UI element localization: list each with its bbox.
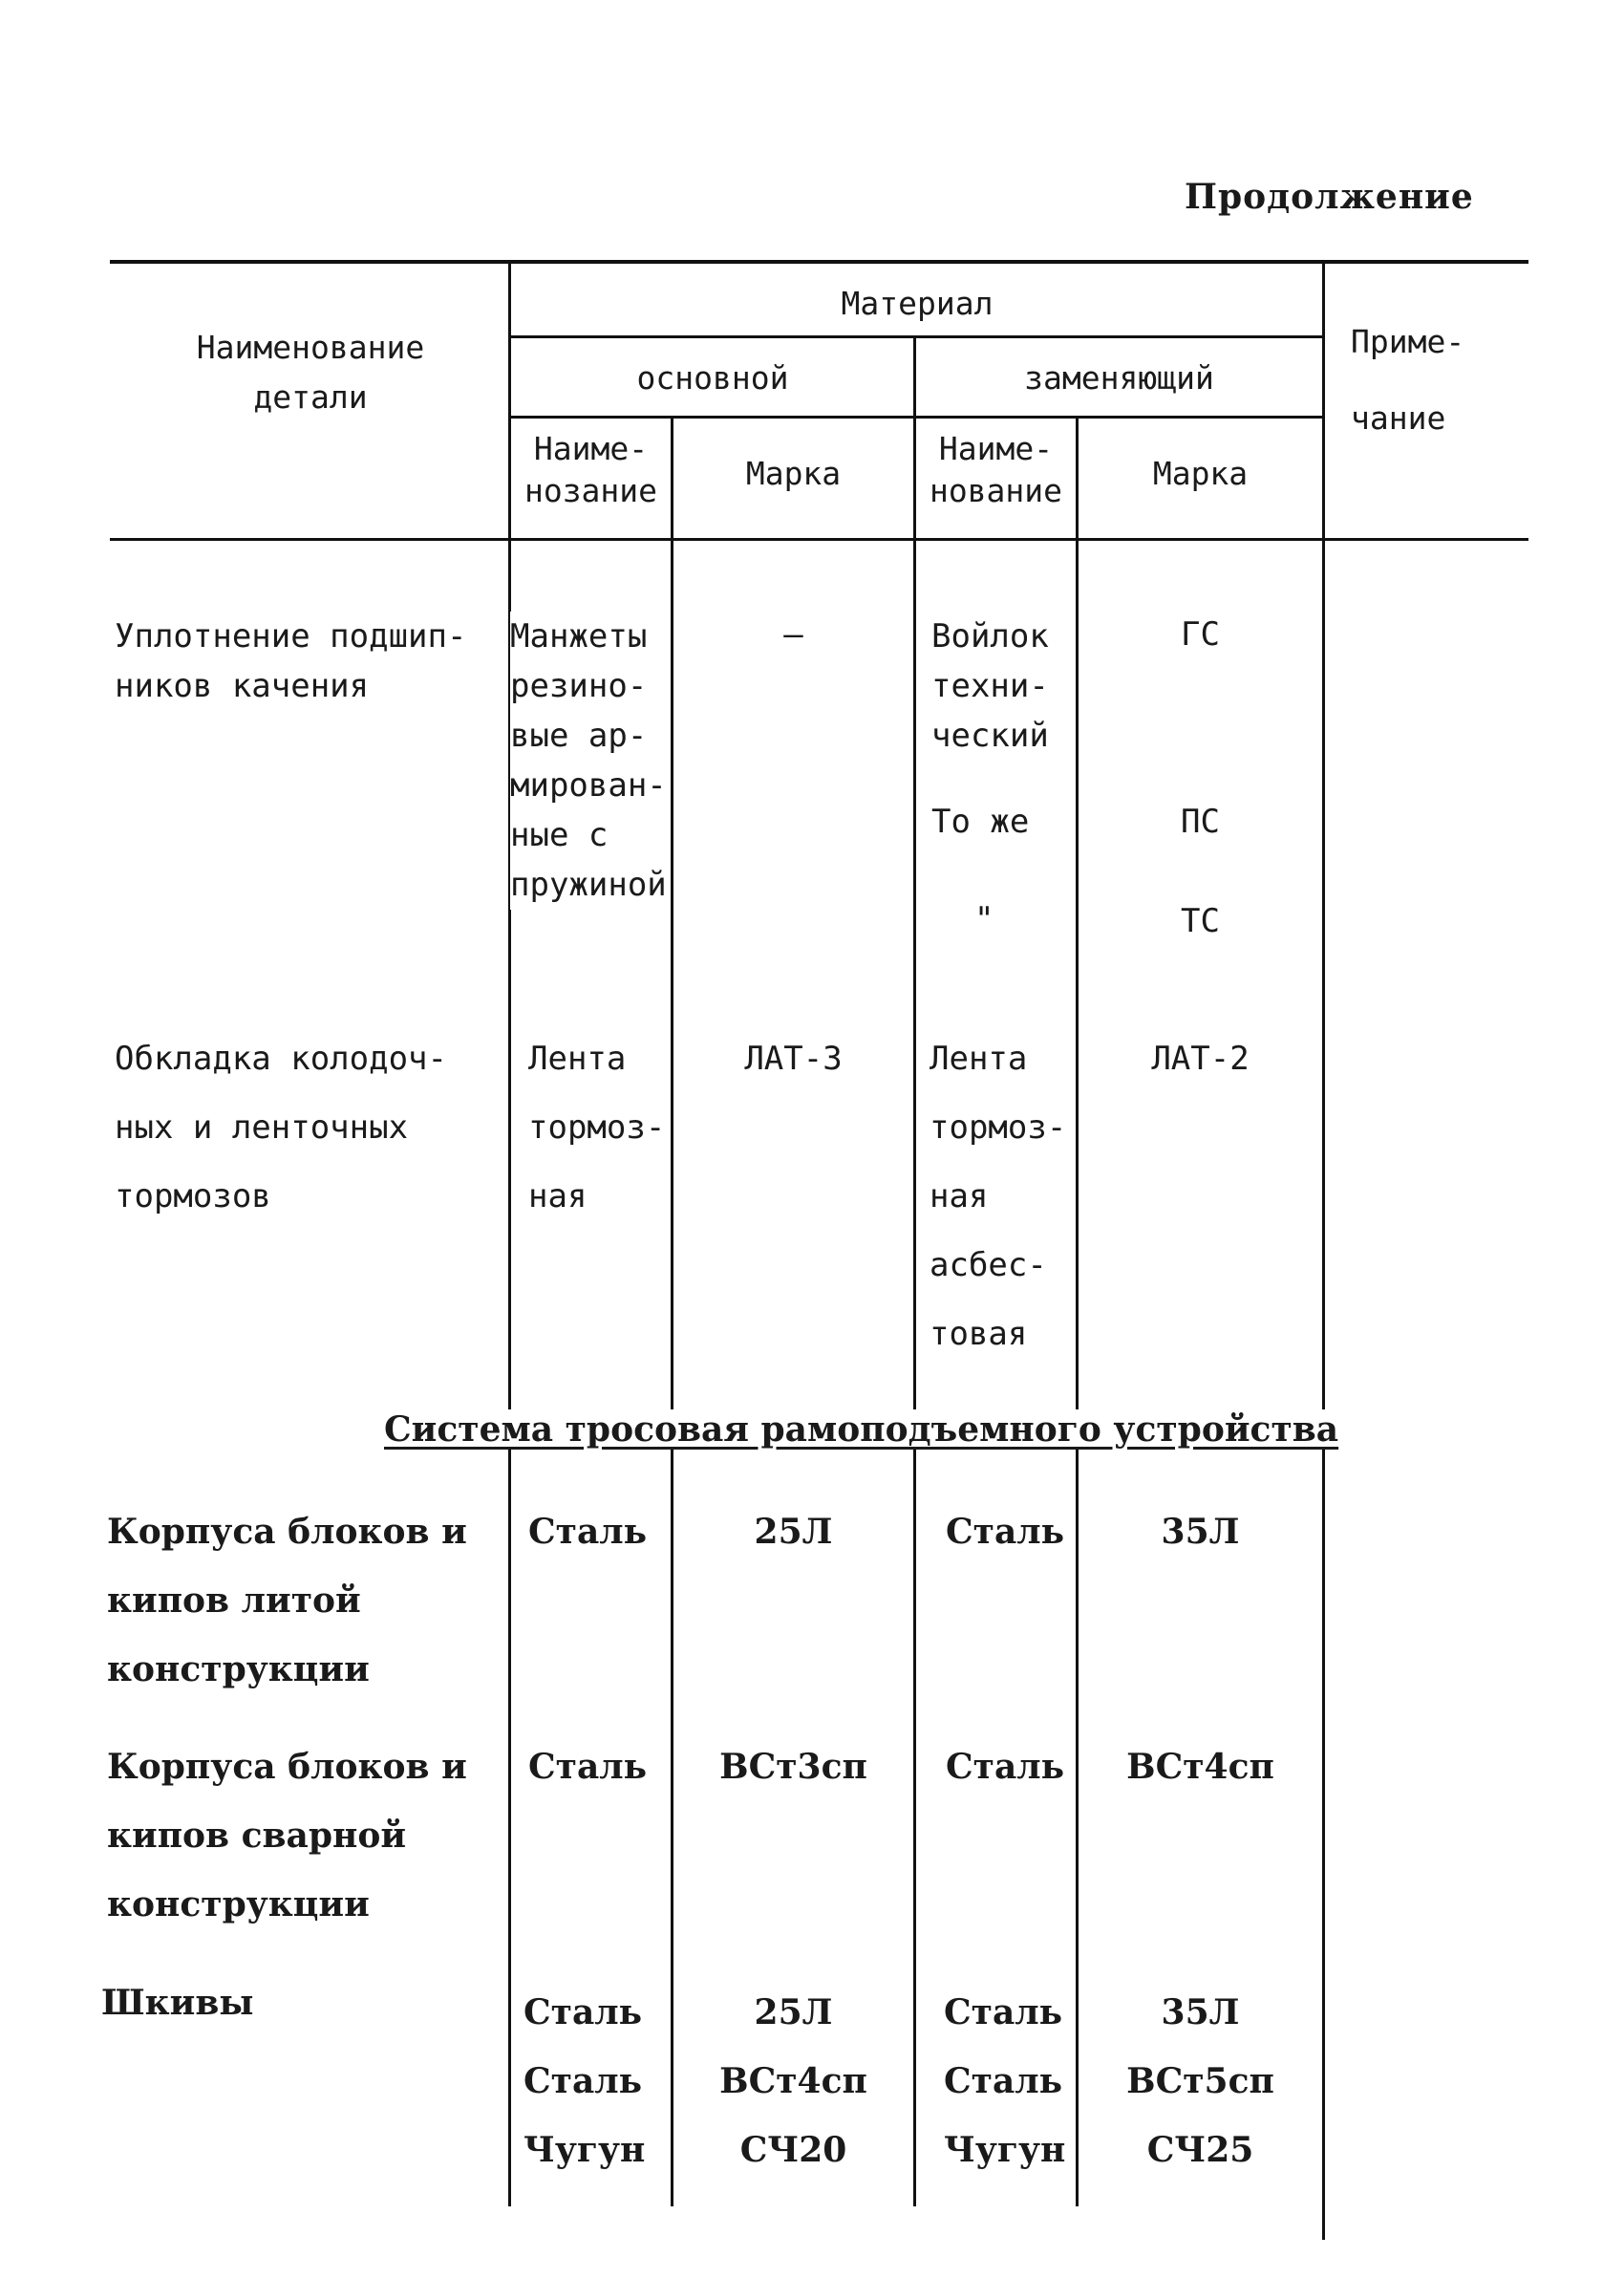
row1-sub-name-3: " — [974, 900, 994, 938]
header-name-sub: Наиме- нование — [929, 430, 1063, 509]
header-rule-material — [509, 335, 1323, 338]
header-name-main: Наиме- нозание — [524, 430, 658, 509]
section-row2-sub-name: Сталь — [946, 1747, 1065, 1787]
section-row3-main-grade: 25Л ВСт4сп СЧ20 — [719, 1992, 867, 2170]
section-row3-sub-grade: 35Л ВСт5сп СЧ25 — [1126, 1992, 1274, 2170]
section-row3-main-name: Сталь Сталь Чугун — [524, 1992, 646, 2170]
header-grade-main: Марка — [745, 455, 842, 492]
section-row3-detail: Шкивы — [101, 1983, 254, 2023]
row1-main-grade: – — [783, 615, 803, 654]
header-detail-name: Наименование детали — [196, 329, 425, 416]
section-row1-detail: Корпуса блоков и кипов литой конструкции — [107, 1512, 467, 1689]
section-row2-sub-grade: ВСт4сп — [1126, 1747, 1274, 1787]
section-row2-detail: Корпуса блоков и кипов сварной конструкции — [107, 1747, 467, 1924]
section-row1-main-grade: 25Л — [754, 1512, 833, 1552]
row1-sub-grade-2: ПС — [1181, 803, 1220, 841]
header-material: Материал — [841, 285, 994, 322]
column-divider-2 — [671, 418, 673, 2206]
row2-main-grade: ЛАТ-3 — [744, 1040, 843, 1078]
row2-sub-grade: ЛАТ-2 — [1151, 1040, 1250, 1078]
row2-sub-name: Лента тормоз- ная асбес- товая — [930, 1040, 1067, 1353]
header-bottom-rule — [110, 538, 1528, 541]
row1-sub-name-2: То же — [931, 803, 1030, 841]
section-row1-sub-grade: 35Л — [1161, 1512, 1240, 1552]
row1-detail: Уплотнение подшип- ников качения — [115, 617, 467, 705]
continued-label: Продолжение — [1185, 177, 1474, 217]
header-rule-main-sub — [509, 416, 1323, 419]
row1-sub-grade-3: ТС — [1181, 902, 1220, 940]
header-note: Приме- чание — [1351, 323, 1465, 437]
section-row2-main-grade: ВСт3сп — [719, 1747, 867, 1787]
column-divider-3 — [913, 336, 916, 2206]
row1-main-name: Манжеты резино- вые ар- мирован- ные с пружиной — [510, 612, 667, 910]
row1-sub-name: Войлок техни- ческий — [931, 617, 1049, 755]
row1-sub-grade: ГС — [1181, 615, 1220, 654]
header-substitute: заменяющий — [1024, 359, 1214, 397]
section-row2-main-name: Сталь — [528, 1747, 648, 1787]
column-divider-1 — [508, 262, 511, 2206]
section-title: Система тросовая рамоподъемного устройства — [380, 1409, 1342, 1450]
section-row1-main-name: Сталь — [528, 1512, 648, 1552]
column-divider-4 — [1076, 418, 1079, 2206]
section-row1-sub-name: Сталь — [946, 1512, 1065, 1552]
header-grade-sub: Марка — [1152, 455, 1249, 492]
section-row3-sub-name: Сталь Сталь Чугун — [944, 1992, 1066, 2170]
column-divider-5 — [1322, 262, 1325, 2240]
row2-detail: Обкладка колодоч- ных и ленточных тормозов — [115, 1040, 447, 1215]
table-top-rule — [110, 260, 1528, 264]
header-main: основной — [636, 359, 789, 397]
row2-main-name: Лента тормоз- ная — [528, 1040, 666, 1215]
